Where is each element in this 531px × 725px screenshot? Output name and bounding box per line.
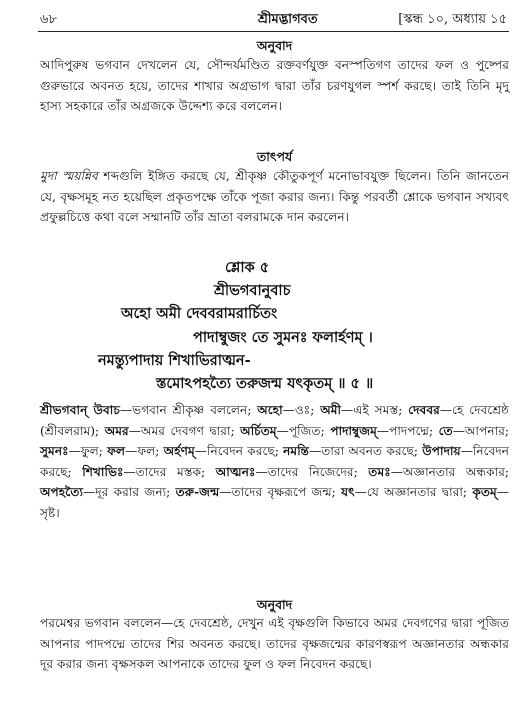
translation-heading: অনুবাদ — [256, 38, 293, 53]
word-term: পাদাম্বুজম্ — [330, 423, 377, 438]
purport-text: শব্দগুলি ইঙ্গিত করছে যে, শ্রীকৃষ্ণ কৌতুকপূর্ণ মনোভাবযুক্ত ছিলেন। তিনি জানতেন যে, বৃক্ষসমূহ নত হয়েছিল প্রকৃতপক্ষে তাঁকে পূজা করার জন্য। কিন্তু পরবর্তী শ্লোকে ভগবান সখ্যবৎ প্রফুল্লচিত্তে কথা বলে সম্মানটি তাঁর ভ্রাতা বলরামকে দান করলেন। — [40, 169, 509, 224]
word-meaning: পাদপদ্মে; — [389, 423, 434, 438]
word-meaning: নিবেদন করছে; — [40, 444, 510, 479]
word-meaning: ওঃ; — [294, 403, 315, 417]
word-term: কৃতম্ — [472, 485, 497, 499]
purport-heading: তাৎপর্য — [256, 149, 293, 164]
word-term: নমন্তি — [283, 444, 310, 458]
section-reference: [স্কন্ধ ১০, অধ্যায় ১৫ — [398, 12, 507, 27]
word-meaning: আপনার; — [464, 423, 510, 438]
running-header — [40, 8, 507, 32]
word-meaning: ফুল; — [80, 444, 103, 458]
word-meaning: এই সমস্ত; — [353, 403, 403, 417]
word-meaning: তাদের বৃক্ষরূপে জন্ম; — [231, 485, 336, 499]
word-meaning: অজ্ঞানতার অন্ধকার; — [402, 464, 509, 479]
word-meaning: তাদের মস্তক; — [135, 464, 206, 479]
verse-speaker: শ্রীভগবানুবাচ — [214, 282, 291, 299]
word-term: অহো — [257, 403, 283, 417]
translation-heading-2: অনুবাদ — [256, 597, 293, 612]
word-term: সুমনঃ — [40, 444, 69, 458]
verse-line-2: পাদাম্বুজং তে সুমনঃ ফলার্হণম্ । — [193, 329, 373, 346]
word-meaning: সৃষ্ট। — [40, 505, 60, 520]
word-term: ফল — [107, 444, 126, 458]
word-meanings-text: শ্রীভগবান্ উবাচ—ভগবান শ্রীকৃষ্ণ বললেন; অহো—ওঃ; অমী—এই সমস্ত; দেববর—হে দেবশ্রেষ্ঠ (শ্রীবলরাম); অমর—অমর দেবগণ দ্বারা; অর্চিতম্—পূজিত; পাদাম্বুজম্—পাদপদ্মে; তে—আপনার; সুমনঃ—ফুল; ফল—ফল; অর্হণম্—নিবেদন করছে; নমন্তি—তারা অবনত করছে; উপাদায়—নিবেদন করছে; শিখাভিঃ—তাদের মস্তক; আত্মনঃ—তাদের নিজেদের; তমঃ—অজ্ঞানতার অন্ধকার; অপহত্যৈ—দূর করার জন্য; তরু-জন্ম—তাদের বৃক্ষরূপে জন্ম; যৎ—যে অজ্ঞানতার দ্বারা; কৃতম্—সৃষ্ট। — [40, 403, 510, 520]
word-term: শিখাভিঃ — [82, 464, 124, 479]
word-term: তে — [438, 423, 453, 438]
word-term: অর্চিতম্ — [240, 423, 277, 438]
translation-text-2: পরমেশ্বর ভগবান বললেন—হে দেবশ্রেষ্ঠ, দেখুন এই বৃক্ষগুলি কিভাবে অমর দেবগণের দ্বারা পূজিত আপনার পাদপদ্মে তাদের শির অবনত করছে। তাদের বৃক্ষজন্মের কারণস্বরূপ অজ্ঞানতার অন্ধকার দূর করার জন্য বৃক্ষসকল আপনাকে তাদের ফুল ও ফল নিবেদন করছে। — [40, 616, 509, 671]
translation-text: আদিপুরুষ ভগবান দেখলেন যে, সৌন্দর্যমণ্ডিত রক্তবর্ণযুক্ত বনস্পতিগণ তাদের ফল ও পুষ্পের গুরুভারে অবনত হয়ে, তাদের শাখার অগ্রভাগ দ্বারা তাঁর চরণযুগল স্পর্শ করছে। তাই তিনি মৃদু হাস্য সহকারে তাঁর অগ্রজকে উদ্দেশ্য করে বললেন। — [40, 58, 509, 113]
word-term: আত্মনঃ — [215, 464, 256, 479]
translation-paragraph — [40, 55, 509, 117]
word-meaning: হে দেবশ্রেষ্ঠ (শ্রীবলরাম); — [40, 403, 509, 438]
word-meaning: ফল; — [137, 444, 160, 458]
word-meaning: যে অজ্ঞানতার দ্বারা; — [366, 485, 468, 499]
word-meaning: ভগবান শ্রীকৃষ্ণ বললেন; — [132, 403, 252, 417]
word-meaning: দূর করার জন্য; — [95, 485, 171, 499]
word-term: অর্হণম্ — [163, 444, 195, 458]
word-term: শ্রীভগবান্ উবাচ — [40, 403, 120, 417]
word-meaning: অমর দেবগণ দ্বারা; — [140, 423, 235, 438]
verse-line-3: নমন্ত্যুপাদায় শিখাভিরাত্মন- — [98, 352, 251, 369]
verse-line-1: অহো অমী দেববরামরার্চিতং — [121, 305, 278, 322]
word-term: অমর — [104, 423, 129, 438]
translation-paragraph-2 — [40, 613, 509, 675]
header-rule — [38, 31, 509, 32]
word-term: উপাদায় — [422, 444, 461, 458]
word-meaning: নিবেদন করছে; — [206, 444, 279, 458]
word-meaning: তাদের নিজেদের; — [267, 464, 358, 479]
verse-line-4: স্তমোঽপহত্যৈ তরুজন্ম যৎকৃতম্ ॥ ৫ ॥ — [156, 375, 374, 392]
purport-italic-lead: মুদা স্ময়ন্নিব — [40, 169, 98, 183]
book-title: শ্রীমদ্ভাগবত — [258, 12, 318, 27]
word-term: দেববর — [408, 403, 440, 417]
word-term: তরু-জন্ম — [175, 485, 220, 499]
page-number: ৬৮ — [40, 12, 57, 27]
word-meaning: তারা অবনত করছে; — [321, 444, 419, 458]
word-meanings — [40, 400, 509, 523]
word-meaning: পূজিত; — [288, 423, 325, 438]
word-term: যৎ — [341, 485, 355, 499]
verse-number: শ্লোক ৫ — [225, 259, 270, 276]
word-term: তমঃ — [368, 464, 391, 479]
purport-paragraph — [40, 166, 509, 228]
word-term: অমী — [320, 403, 342, 417]
word-term: অপহত্যৈ — [40, 485, 84, 499]
